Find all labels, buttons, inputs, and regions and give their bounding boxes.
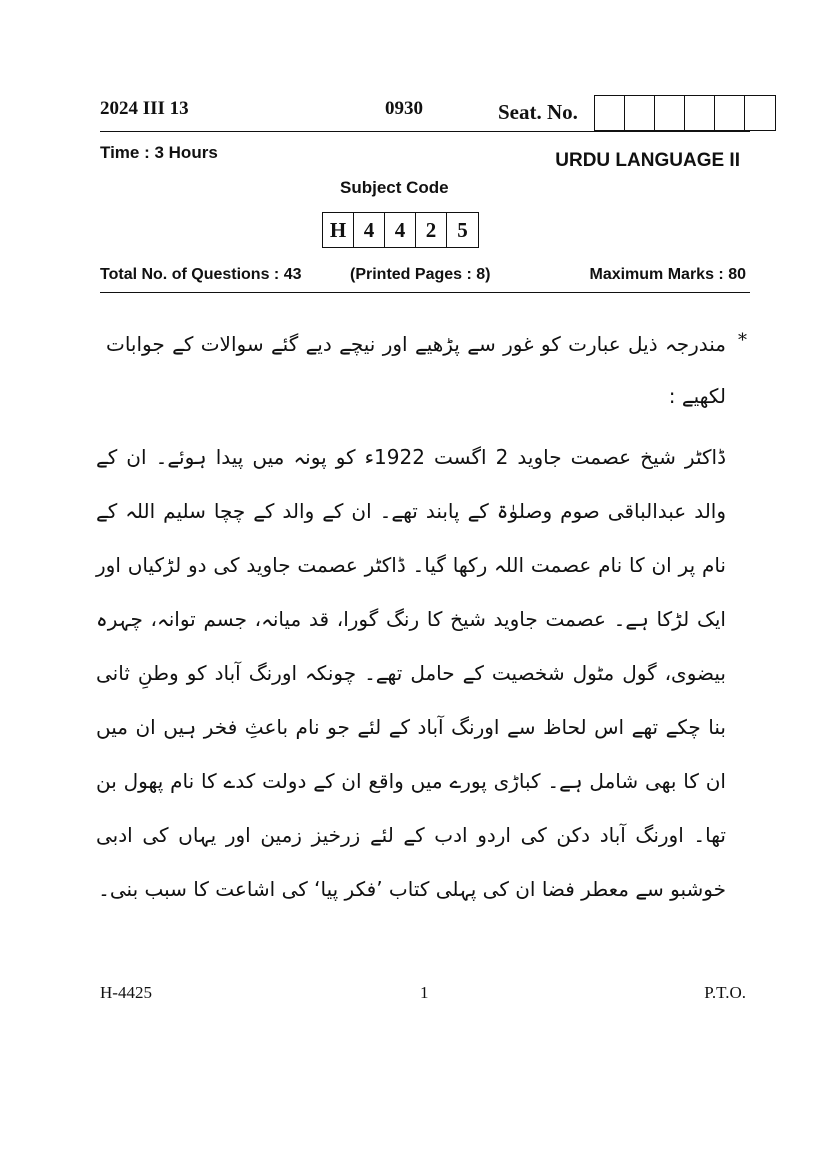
seat-box[interactable] — [685, 96, 715, 130]
seat-number-boxes[interactable] — [594, 95, 776, 131]
page-number: 1 — [420, 983, 429, 1002]
subject-code-char: H — [323, 213, 354, 247]
subject-code-boxes — [322, 212, 479, 248]
seat-number-label: Seat. No. — [498, 100, 578, 124]
subject-code-char: 2 — [416, 213, 447, 247]
seat-box[interactable] — [715, 96, 745, 130]
question-marker: * — [738, 330, 747, 351]
maximum-marks: Maximum Marks : 80 — [589, 266, 746, 283]
seat-box[interactable] — [595, 96, 625, 130]
footer-paper-code: H-4425 — [100, 983, 152, 1002]
subject-title: URDU LANGUAGE II — [555, 150, 740, 171]
instruction-text: مندرجہ ذیل عبارت کو غور سے پڑھیے اور نیچے دیے گئے سوالات کے جوابات لکھیے : — [106, 332, 726, 408]
subject-code-label: Subject Code — [340, 178, 449, 197]
seat-box[interactable] — [625, 96, 655, 130]
subject-code-char: 5 — [457, 217, 468, 242]
exam-duration: Time : 3 Hours — [100, 143, 218, 162]
exam-code: 2024 III 13 — [100, 98, 189, 119]
please-turn-over: P.T.O. — [704, 983, 746, 1002]
printed-pages: (Printed Pages : 8) — [350, 266, 491, 283]
info-divider — [100, 292, 750, 293]
subject-code-char: 4 — [354, 213, 385, 247]
seat-box[interactable] — [745, 96, 775, 130]
reading-passage: ڈاکٹر شیخ عصمت جاوید 2 اگست 1922ء کو پونہ میں پیدا ہوئے۔ ان کے والد عبدالباقی صوم وصلوٰۃ کے پابند تھے۔ ان کے والد کے چچا سلیم اللہ کے نام پر ان کا نام عصمت اللہ رکھا گیا۔ ڈاکٹر عصمت جاوید کی دو لڑکیاں اور ایک لڑکا ہے۔ عصمت جاوید شیخ کا رنگ گورا، قد میانہ، جسم توانہ، چہرہ بیضوی، گول مٹول شخصیت کے حامل تھے۔ چونکہ اورنگ آباد کو وطنِ ثانی بنا چکے تھے اس لحاظ سے اورنگ آباد کے لئے جو نام باعثِ فخر ہیں ان میں ان کا بھی شامل ہے۔ کباڑی پورے میں واقع ان کے دولت کدے کا نام پھول بن تھا۔ اورنگ آباد دکن کی اردو ادب کے لئے زرخیز زمین اور یہاں کی ادبی خوشبو سے معطر فضا ان کی پہلی کتاب ’فکر پیا‘ کی اشاعت کا سبب بنی۔ — [96, 445, 726, 901]
subject-code-char: 4 — [385, 213, 416, 247]
paper-code: 0930 — [385, 98, 423, 119]
header-divider — [100, 131, 750, 132]
total-questions: Total No. of Questions : 43 — [100, 266, 302, 283]
seat-box[interactable] — [655, 96, 685, 130]
